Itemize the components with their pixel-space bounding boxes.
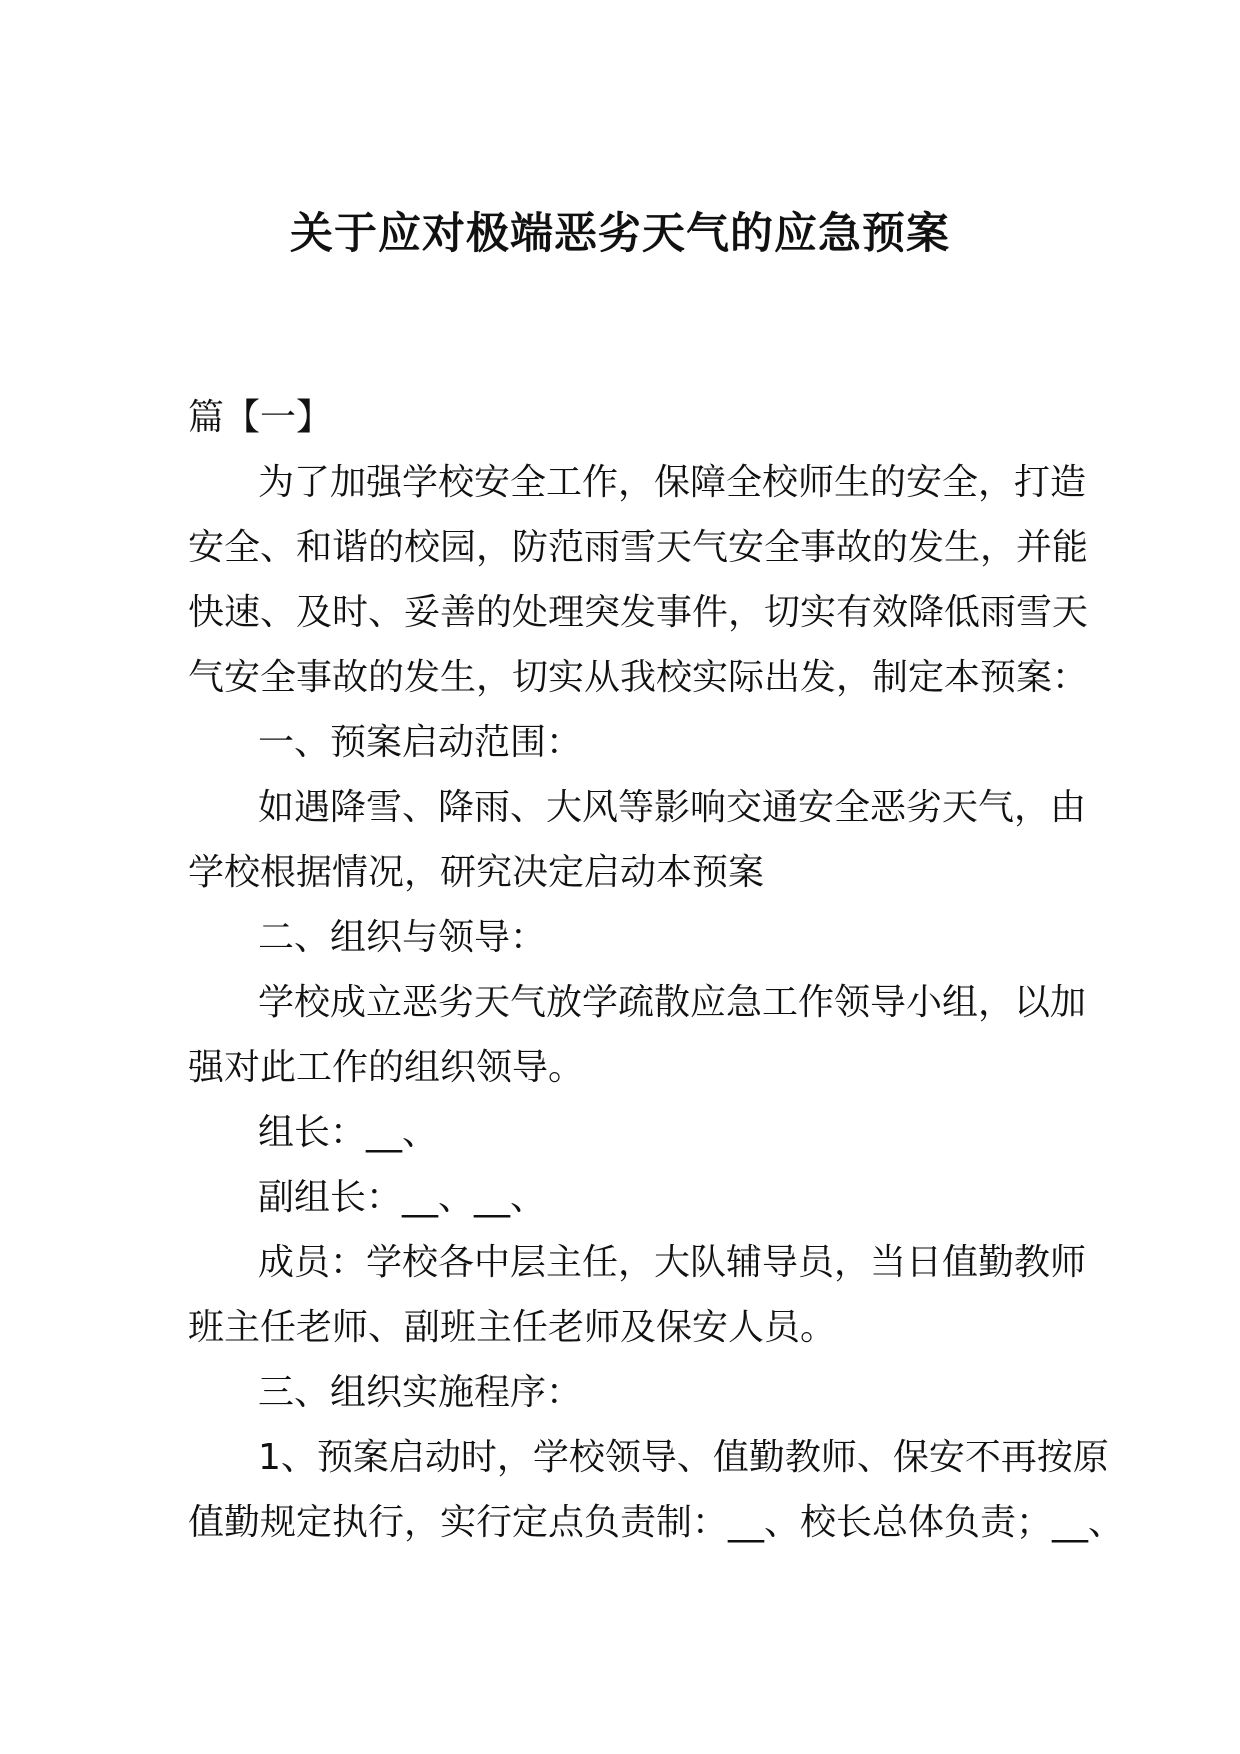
text-line: 如遇降雪、降雨、大风等影响交通安全恶劣天气，由 <box>258 787 1087 828</box>
text-line: 气安全事故的发生，切实从我校实际出发，制定本预案： <box>188 657 1089 698</box>
text-line: 二、组织与领导： <box>258 917 547 958</box>
text-line: 快速、及时、妥善的处理突发事件，切实有效降低雨雪天 <box>188 592 1089 633</box>
text-line: 班主任老师、副班主任老师及保安人员。 <box>188 1307 837 1348</box>
text-line: 一、预案启动范围： <box>258 722 583 763</box>
text-line: 学校成立恶劣天气放学疏散应急工作领导小组，以加 <box>258 982 1087 1023</box>
text-line: 强对此工作的组织领导。 <box>188 1047 585 1088</box>
text-line: 安全、和谐的校园，防范雨雪天气安全事故的发生，并能 <box>188 527 1089 568</box>
text-line: 副组长：__、__、 <box>258 1177 547 1218</box>
text-line: 三、组织实施程序： <box>258 1372 583 1413</box>
document-title: 关于应对极端恶劣天气的应急预案 <box>290 209 950 259</box>
text-line: 1、预案启动时，学校领导、值勤教师、保安不再按原 <box>258 1437 1109 1478</box>
text-line: 组长：__、 <box>258 1112 439 1153</box>
paragraph-lines <box>188 450 1125 1555</box>
text-line: 值勤规定执行，实行定点负责制：__、校长总体负责；__、 <box>188 1502 1125 1543</box>
text-line: 为了加强学校安全工作，保障全校师生的安全，打造 <box>258 462 1087 503</box>
text-line: 成员：学校各中层主任，大队辅导员，当日值勤教师 <box>258 1242 1087 1283</box>
text-line: 学校根据情况，研究决定启动本预案 <box>188 852 765 893</box>
section-heading: 篇【一】 <box>188 397 333 438</box>
document-body <box>188 385 1125 1555</box>
